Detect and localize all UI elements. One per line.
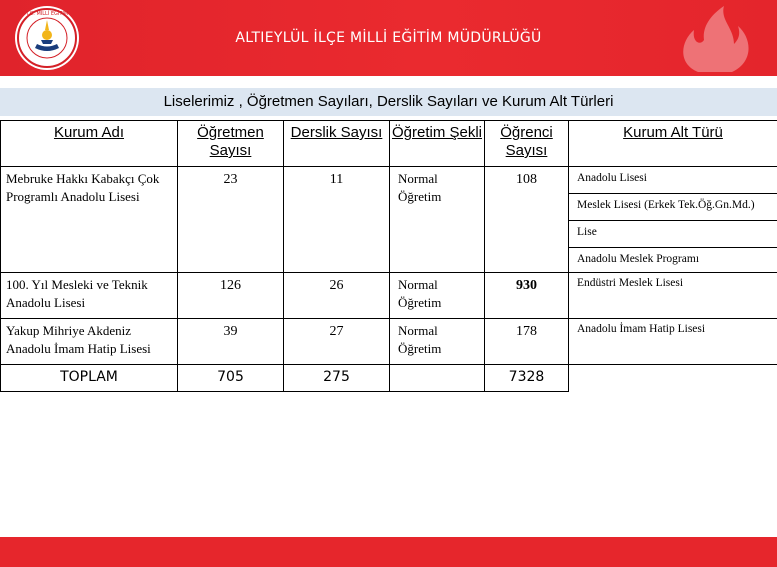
- table-row: [1, 319, 777, 365]
- column-header-ogrenci-sayisi: Öğrenci Sayısı: [485, 121, 569, 167]
- school-name: Mebruke Hakkı Kabakçı Çok Programlı Anadolu Lisesi: [1, 167, 178, 273]
- svg-text:T.C. MİLLİ EĞİTİM: T.C. MİLLİ EĞİTİM: [25, 11, 69, 17]
- student-count: 930: [485, 273, 569, 319]
- column-header-kurum-adi: Kurum Adı: [1, 121, 178, 167]
- school-name: 100. Yıl Mesleki ve Teknik Anadolu Lisesi: [1, 273, 178, 319]
- subtype-item: Anadolu İmam Hatip Lisesi: [577, 323, 706, 335]
- subtype-item: Lise: [569, 221, 777, 248]
- student-count: 108: [485, 167, 569, 273]
- total-classrooms: 275: [284, 365, 390, 392]
- teacher-count: 126: [178, 273, 284, 319]
- education-mode: Normal Öğretim: [390, 319, 485, 365]
- classroom-count: 11: [284, 167, 390, 273]
- total-subtype-empty: [569, 365, 777, 392]
- teacher-count: 23: [178, 167, 284, 273]
- column-header-ogretim-sekli: Öğretim Şekli: [390, 121, 485, 167]
- table-row: [1, 167, 777, 273]
- page-title: ALTIEYLÜL İLÇE MİLLİ EĞİTİM MÜDÜRLÜĞÜ: [235, 30, 542, 46]
- subtype-cell: [569, 167, 777, 273]
- column-header-derslik-sayisi: Derslik Sayısı: [284, 121, 390, 167]
- subtype-item: Anadolu Lisesi: [569, 167, 777, 194]
- table-caption: Liselerimiz , Öğretmen Sayıları, Derslik Sayıları ve Kurum Alt Türleri: [163, 93, 614, 110]
- education-mode: Normal Öğretim: [390, 167, 485, 273]
- subtype-item: Meslek Lisesi (Erkek Tek.Öğ.Gn.Md.): [569, 194, 777, 221]
- teacher-count: 39: [178, 319, 284, 365]
- table-header-row: [1, 121, 777, 167]
- schools-table: [0, 120, 777, 392]
- column-header-kurum-alt-turu: Kurum Alt Türü: [569, 121, 777, 167]
- school-name: Yakup Mihriye Akdeniz Anadolu İmam Hatip Lisesi: [1, 319, 178, 365]
- subtype-item: Endüstri Meslek Lisesi: [577, 277, 684, 289]
- total-label: TOPLAM: [1, 365, 178, 392]
- total-mode-empty: [390, 365, 485, 392]
- education-mode: Normal Öğretim: [390, 273, 485, 319]
- classroom-count: 27: [284, 319, 390, 365]
- student-count: 178: [485, 319, 569, 365]
- classroom-count: 26: [284, 273, 390, 319]
- table-row: [1, 273, 777, 319]
- subtype-item: Anadolu Meslek Programı: [577, 253, 700, 265]
- subtype-cell: [569, 319, 777, 365]
- total-students: 7328: [485, 365, 569, 392]
- column-header-ogretmen-sayisi: Öğretmen Sayısı: [178, 121, 284, 167]
- total-teachers: 705: [178, 365, 284, 392]
- subtype-cell: [569, 273, 777, 319]
- subtype-list: [569, 167, 777, 272]
- footer-band: [0, 537, 777, 567]
- total-row: [1, 365, 777, 392]
